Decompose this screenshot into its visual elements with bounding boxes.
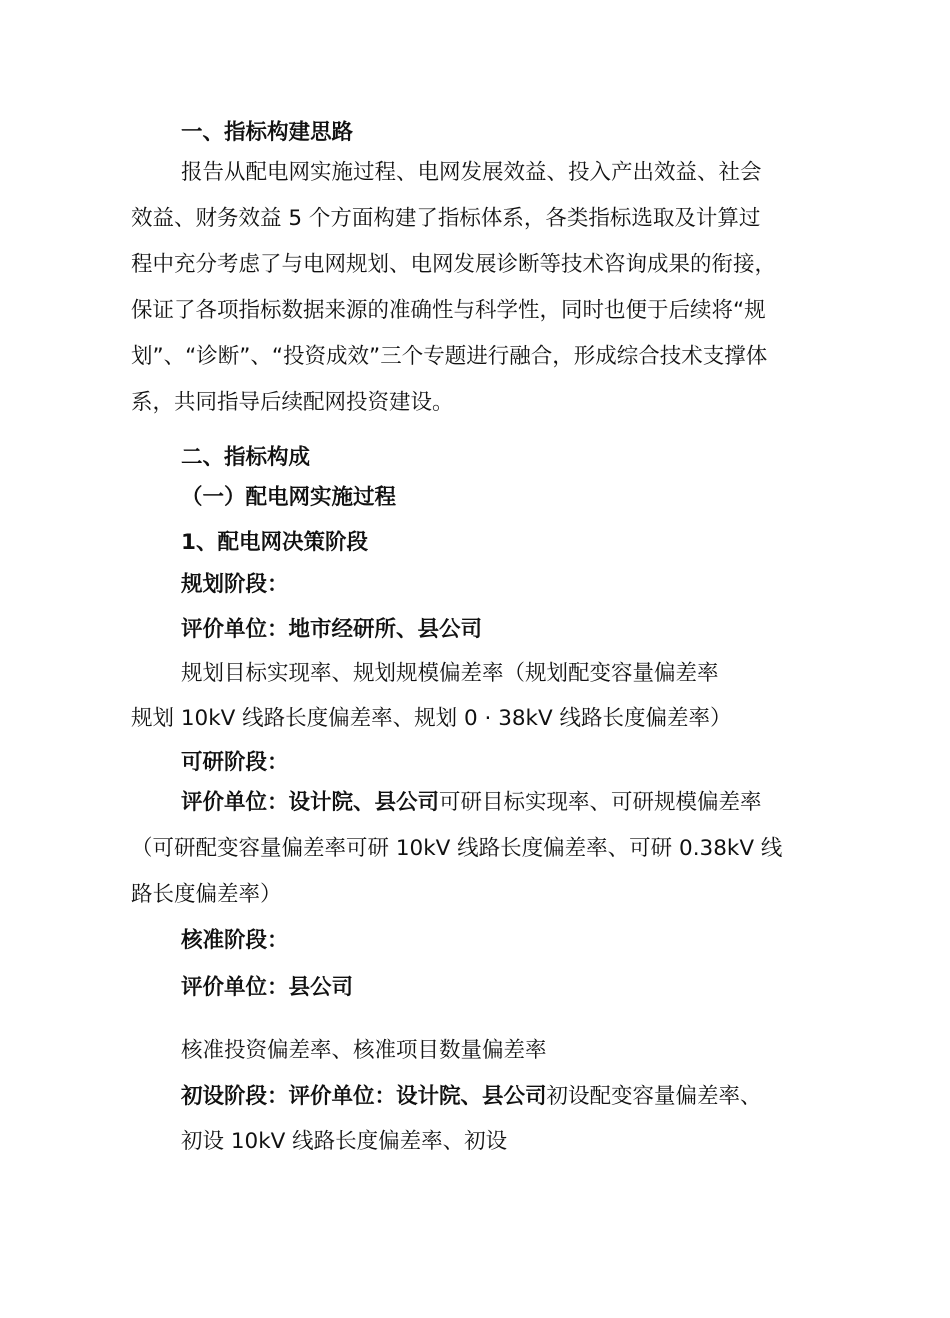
feasibility-text-line: 路长度偏差率） xyxy=(131,882,282,907)
approval-text: 核准投资偏差率、核准项目数量偏差率 xyxy=(181,1038,547,1063)
feasibility-unit-label: 评价单位：设计院、县公司 xyxy=(181,790,440,815)
planning-text-line: 规划目标实现率、规划规模偏差率（规划配变容量偏差率 xyxy=(181,661,719,686)
feasibility-text-line: （可研配变容量偏差率可研 10kV 线路长度偏差率、可研 0.38kV 线 xyxy=(131,836,783,861)
approval-unit-label: 评价单位：县公司 xyxy=(181,975,354,1000)
section-heading-2: 二、指标构成 xyxy=(181,445,311,470)
planning-stage-label: 规划阶段： xyxy=(181,572,289,597)
feasibility-line xyxy=(181,787,762,819)
planning-text-line: 规划 10kV 线路长度偏差率、规划 0 · 38kV 线路长度偏差率） xyxy=(131,706,732,731)
feasibility-inline-text: 可研目标实现率、可研规模偏差率 xyxy=(439,790,762,815)
paragraph-line: 程中充分考虑了与电网规划、电网发展诊断等技术咨询成果的衔接， xyxy=(131,252,777,277)
preliminary-text: 初设 10kV 线路长度偏差率、初设 xyxy=(181,1129,508,1154)
section-heading-1: 一、指标构建思路 xyxy=(181,120,354,145)
approval-stage-label: 核准阶段： xyxy=(181,928,289,953)
subsection-heading: （一）配电网实施过程 xyxy=(181,485,397,510)
paragraph-line: 保证了各项指标数据来源的准确性与科学性，同时也便于后续将“规 xyxy=(131,298,766,323)
planning-unit-label: 评价单位：地市经研所、县公司 xyxy=(181,617,483,642)
preliminary-inline-text: 初设配变容量偏差率、 xyxy=(546,1084,762,1109)
paragraph-line: 划”、“诊断”、“投资成效”三个专题进行融合，形成综合技术支撑体 xyxy=(131,344,768,369)
paragraph-line: 系，共同指导后续配网投资建设。 xyxy=(131,390,454,415)
sub-subsection-heading: 1、配电网决策阶段 xyxy=(181,530,368,555)
paragraph-line: 效益、财务效益 5 个方面构建了指标体系，各类指标选取及计算过 xyxy=(131,206,761,231)
preliminary-stage-unit-label: 初设阶段：评价单位：设计院、县公司 xyxy=(181,1084,547,1109)
paragraph-line: 报告从配电网实施过程、电网发展效益、投入产出效益、社会 xyxy=(181,160,762,185)
preliminary-line xyxy=(181,1081,762,1113)
feasibility-stage-label: 可研阶段： xyxy=(181,750,289,775)
